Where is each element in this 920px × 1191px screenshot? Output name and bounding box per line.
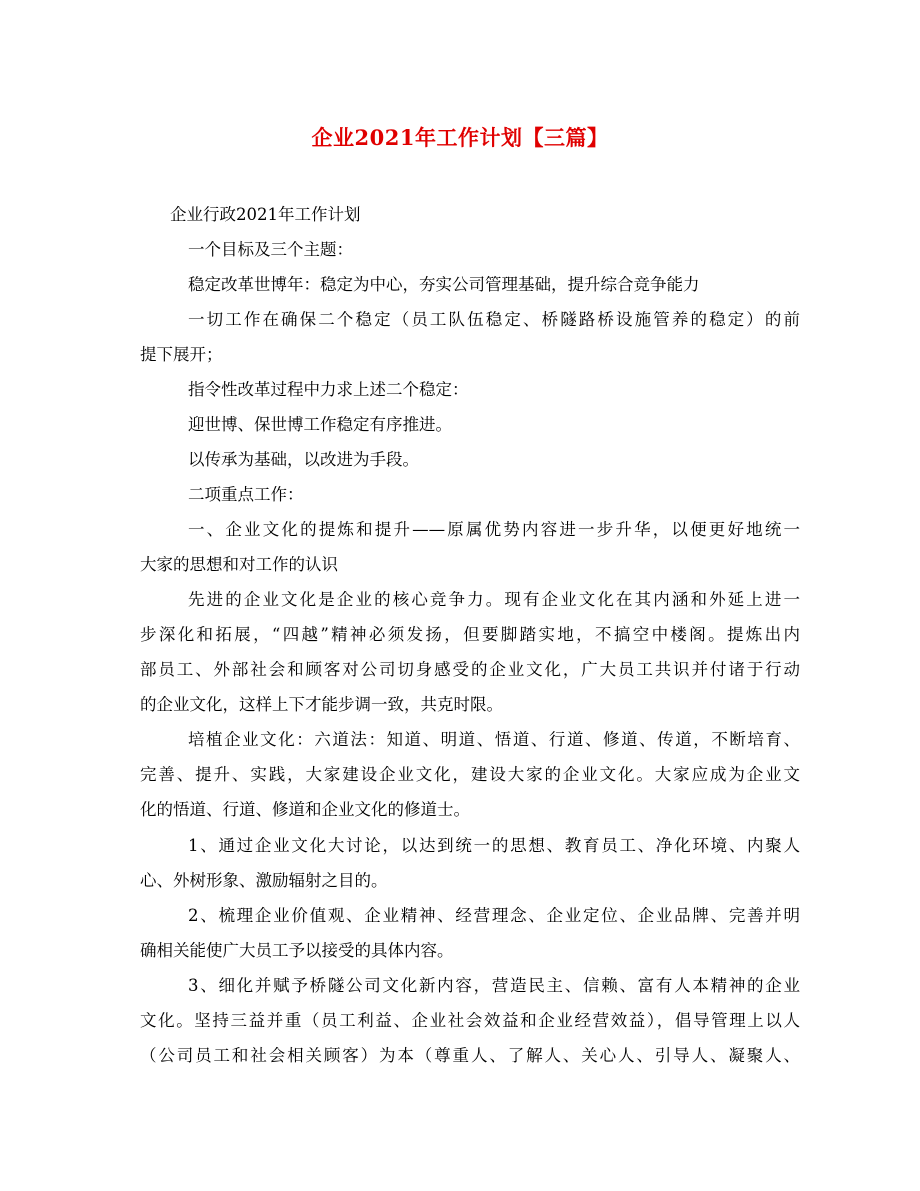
paragraph-line: 稳定改革世博年：稳定为中心，夯实公司管理基础，提升综合竞争能力 bbox=[188, 275, 700, 294]
paragraph-line: 确相关能使广大员工予以接受的具体内容。 bbox=[140, 941, 454, 960]
paragraph-line: 3、细化并赋予桥隧公司文化新内容，营造民主、信赖、富有人本精神的企业 bbox=[188, 976, 800, 995]
paragraph-line: 以传承为基础，以改进为手段。 bbox=[188, 450, 419, 469]
paragraph-line: 指令性改革过程中力求上述二个稳定： bbox=[188, 380, 469, 399]
section-heading: 企业行政2021年工作计划 bbox=[170, 205, 361, 224]
paragraph-line: 一切工作在确保二个稳定（员工队伍稳定、桥隧路桥设施管养的稳定）的前 bbox=[188, 310, 800, 329]
paragraph-line: 的企业文化，这样上下才能步调一致，共克时限。 bbox=[140, 695, 503, 714]
paragraph-line: 文化。坚持三益并重（员工利益、企业社会效益和企业经营效益），倡导管理上以人 bbox=[140, 1011, 800, 1030]
paragraph-line: 先进的企业文化是企业的核心竞争力。现有企业文化在其内涵和外延上进一 bbox=[188, 590, 800, 609]
paragraph-line: 步深化和拓展，“四越”精神必须发扬，但要脚踏实地，不搞空中楼阁。提炼出内 bbox=[140, 625, 800, 644]
paragraph-line: 二项重点工作： bbox=[188, 485, 304, 504]
paragraph-line: 提下展开； bbox=[140, 345, 223, 364]
paragraph-line: 1、通过企业文化大讨论，以达到统一的思想、教育员工、净化环境、内聚人 bbox=[188, 836, 800, 855]
paragraph-line: 大家的思想和对工作的认识 bbox=[140, 555, 338, 574]
paragraph-line: 部员工、外部社会和顾客对公司切身感受的企业文化，广大员工共识并付诸于行动 bbox=[140, 660, 800, 679]
paragraph-line: 培植企业文化：六道法：知道、明道、悟道、行道、修道、传道，不断培育、 bbox=[188, 730, 800, 749]
paragraph-line: 迎世博、保世博工作稳定有序推进。 bbox=[188, 415, 452, 434]
paragraph-line: 完善、提升、实践，大家建设企业文化，建设大家的企业文化。大家应成为企业文 bbox=[140, 765, 800, 784]
paragraph-line: 一、企业文化的提炼和提升——原属优势内容进一步升华，以便更好地统一 bbox=[188, 520, 800, 539]
paragraph-line: 2、梳理企业价值观、企业精神、经营理念、企业定位、企业品牌、完善并明 bbox=[188, 906, 800, 925]
document-title: 企业2021年工作计划【三篇】 bbox=[311, 125, 609, 150]
paragraph-line: 心、外树形象、激励辐射之目的。 bbox=[140, 871, 388, 890]
paragraph-line: 化的悟道、行道、修道和企业文化的修道士。 bbox=[140, 800, 470, 819]
paragraph-line: 一个目标及三个主题： bbox=[188, 240, 353, 259]
paragraph-line: （公司员工和社会相关顾客）为本（尊重人、了解人、关心人、引导人、凝聚人、 bbox=[140, 1046, 800, 1065]
